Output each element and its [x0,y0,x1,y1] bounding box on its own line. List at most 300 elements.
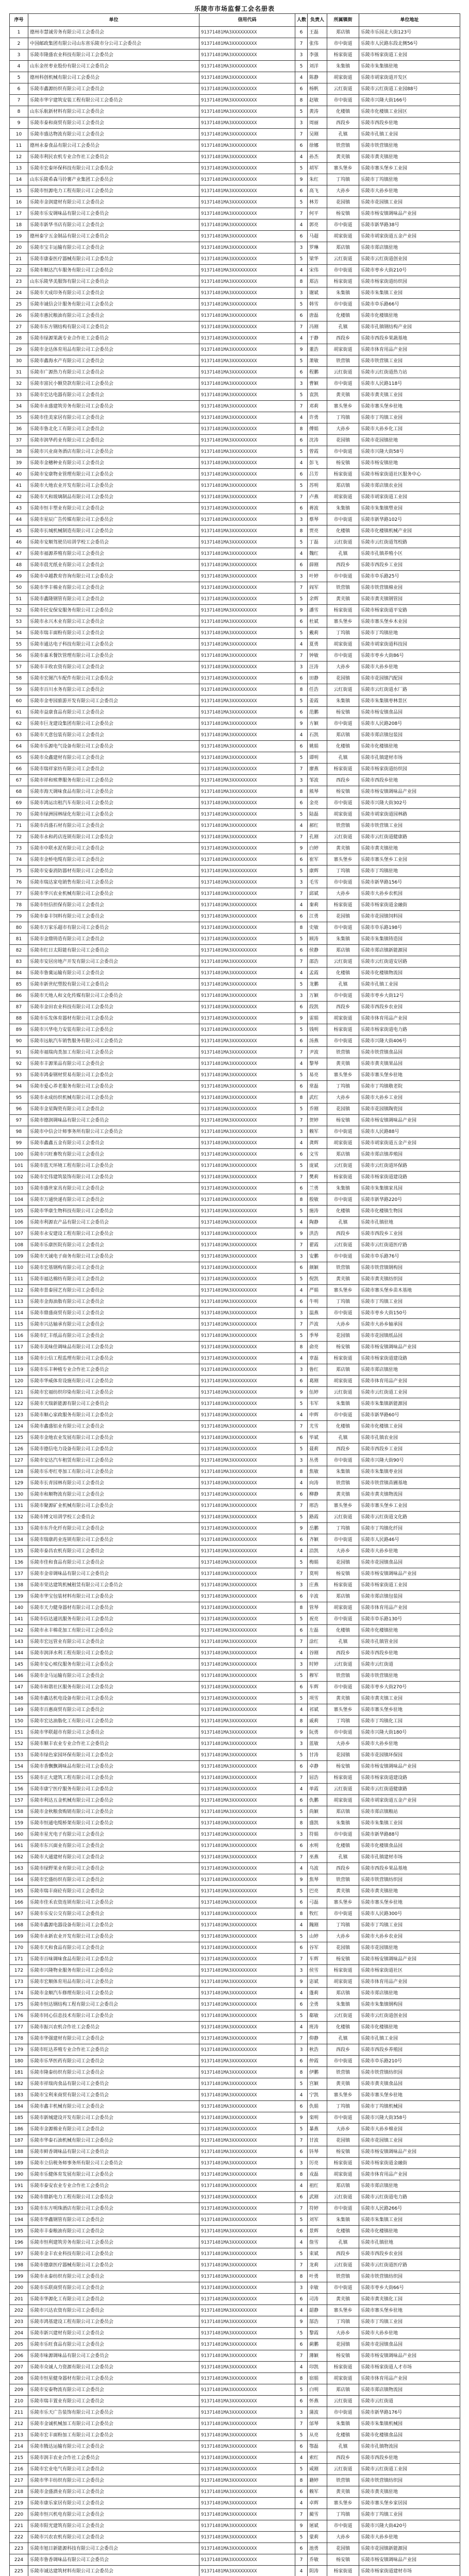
row-address: 乐陵市兴隆大街180号 [359,1727,460,1738]
row-town: 云红街道 [327,1512,359,1523]
row-leader: 阮勇 [308,1727,327,1738]
table-row [10,129,460,140]
row-credit-code: 91371481MA3XXXXXXXXX [199,990,295,1002]
row-address: 乐陵市新华路176号 [359,2407,460,2418]
row-count: 5 [295,2078,308,2090]
row-leader: 卓静 [308,1761,327,1772]
row-leader: 邢浩 [308,1500,327,1512]
row-unit-name: 乐陵市鑫鑫五金有限公司工会委员会 [28,1138,199,1149]
row-unit-name: 乐陵市长城机械制造有限公司工会委员会 [28,526,199,537]
row-unit-name: 乐陵市爱心养老服务有限公司工会委员会 [28,1081,199,1092]
row-town: 市中街道 [327,265,359,276]
table-row [10,1364,460,1376]
row-seq: 203 [10,2316,28,2328]
row-count: 3 [295,1455,308,1466]
row-count: 5 [295,1070,308,1081]
row-leader: 秋浩 [308,2044,327,2056]
table-row [10,321,460,333]
row-count: 4 [295,1058,308,1070]
row-town: 铁营镇 [327,355,359,367]
row-address: 乐陵市西段乡驻地 [359,1648,460,1659]
table-row [10,457,460,469]
row-unit-name: 德州市慧诚劳务有限公司工会委员会 [28,27,199,38]
row-town: 西段乡 [327,1863,359,1874]
table-row [10,1988,460,1999]
table-row [10,1557,460,1568]
row-count: 5 [295,1024,308,1036]
row-count: 6 [295,2192,308,2203]
row-address: 乐陵市孔镇驻地 [359,1217,460,1228]
row-town: 寨头堡乡 [327,2090,359,2101]
table-row [10,1840,460,1852]
table-row [10,1897,460,1908]
table-row [10,1285,460,1296]
table-row [10,276,460,287]
table-row [10,140,460,151]
row-count: 3 [295,287,308,299]
row-seq: 84 [10,968,28,979]
row-seq: 56 [10,650,28,662]
row-unit-name: 乐陵市天瑞新能源有限公司工会委员会 [28,1398,199,1410]
row-count: 7 [295,888,308,900]
row-unit-name: 乐陵市华联超市有限公司工会委员会 [28,1727,199,1738]
row-town: 胡家街道 [327,231,359,242]
row-address: 乐陵市化楼镇驻地 [359,310,460,321]
row-credit-code: 91371481MA3XXXXXXXXX [199,514,295,526]
row-town: 杨家街道 [327,1172,359,1183]
table-row [10,435,460,446]
row-address: 乐陵市朱集镇工业园 [359,1818,460,1829]
row-seq: 196 [10,2237,28,2248]
row-leader: 蒲波 [308,2407,327,2418]
row-address: 乐陵市云红街道工业园 [359,1387,460,1398]
row-seq: 156 [10,1784,28,1795]
row-credit-code: 91371481MA3XXXXXXXXX [199,1262,295,1274]
table-row [10,798,460,809]
row-count: 3 [295,571,308,582]
table-row [10,2520,460,2532]
table-row [10,2350,460,2362]
row-seq: 17 [10,208,28,219]
row-town: 云红街道 [327,1387,359,1398]
row-unit-name: 乐陵市乐源电气设备有限公司工会委员会 [28,741,199,752]
row-leader: 丛勇 [308,1455,327,1466]
row-seq: 100 [10,1149,28,1160]
row-unit-name: 乐陵市天意包装有限公司工会委员会 [28,730,199,741]
row-address: 乐陵市丁坞镇工业园 [359,2316,460,2328]
row-count: 9 [295,605,308,616]
row-unit-name: 乐陵市祥瑞肉食品有限公司工会委员会 [28,2078,199,2090]
row-unit-name: 乐陵市丰泰粮油有限公司工会委员会 [28,2226,199,2237]
row-count: 5 [295,106,308,117]
row-leader: 詹雪 [308,2237,327,2248]
row-leader: 张伟 [308,38,327,49]
row-seq: 197 [10,2248,28,2260]
row-credit-code: 91371481MA3XXXXXXXXX [199,2316,295,2328]
row-leader: 倪凯 [308,1274,327,1285]
row-unit-name: 乐陵市东方钢结构有限公司工会委员会 [28,321,199,333]
table-row [10,1829,460,1840]
row-unit-name: 乐陵市安泰物流有限公司工会委员会 [28,2384,199,2396]
table-row [10,1965,460,1976]
row-address: 乐陵市西段乡驻地 [359,775,460,786]
row-seq: 78 [10,900,28,911]
row-count: 4 [295,265,308,276]
row-count: 5 [295,2532,308,2543]
row-credit-code: 91371481MA3XXXXXXXXX [199,2124,295,2135]
table-row [10,1296,460,1308]
table-row [10,310,460,321]
row-leader: 宿娟 [308,2373,327,2384]
row-count: 7 [295,401,308,412]
row-leader: 宫颖 [308,2078,327,2090]
row-seq: 158 [10,1806,28,1818]
row-seq: 200 [10,2282,28,2294]
row-count: 5 [295,2010,308,2022]
header-leader: 负责人 [308,14,327,27]
row-seq: 125 [10,1432,28,1444]
row-leader: 曹颖 [308,378,327,389]
row-address: 乐陵市阜乐路66号 [359,299,460,310]
row-seq: 89 [10,1024,28,1036]
table-row [10,163,460,174]
table-row [10,2282,460,2294]
row-leader: 姚娟 [308,741,327,752]
table-row [10,1750,460,1761]
row-town: 西段乡 [327,775,359,786]
row-credit-code: 91371481MA3XXXXXXXXX [199,1364,295,1376]
row-credit-code: 91371481MA3XXXXXXXXX [199,718,295,730]
row-leader: 幸敏 [308,2282,327,2294]
row-count: 9 [295,1387,308,1398]
row-unit-name: 乐陵市华丰纺织有限公司工会委员会 [28,2475,199,2486]
row-address: 乐陵市枣乡大街210号 [359,265,460,276]
row-town: 市中街道 [327,798,359,809]
table-row [10,2112,460,2124]
row-seq: 111 [10,1274,28,1285]
row-unit-name: 乐陵市恒源电力工程有限公司工会委员会 [28,185,199,197]
row-count: 8 [295,2373,308,2384]
row-town: 市中街道 [327,1727,359,1738]
row-count: 3 [295,877,308,888]
row-town: 市中街道 [327,38,359,49]
table-row [10,2078,460,2090]
row-count: 6 [295,140,308,151]
row-unit-name: 乐陵市盛世家具有限公司工会委员会 [28,1183,199,1194]
row-address: 乐陵市花园镇工业园 [359,2135,460,2146]
row-town: 市中街道 [327,718,359,730]
row-town: 郑店镇 [327,1364,359,1376]
row-address: 乐陵市大孙乡工业园 [359,1092,460,1104]
row-count: 8 [295,786,308,798]
row-leader: 邰琴 [308,2418,327,2430]
table-row [10,911,460,922]
row-leader: 郝红 [308,820,327,832]
row-credit-code: 91371481MA3XXXXXXXXX [199,1172,295,1183]
row-town: 市中街道 [327,2407,359,2418]
row-count: 3 [295,1580,308,1591]
row-credit-code: 91371481MA3XXXXXXXXX [199,900,295,911]
row-count: 7 [295,321,308,333]
row-count: 6 [295,1625,308,1636]
table-row [10,1262,460,1274]
row-credit-code: 91371481MA3XXXXXXXXX [199,2033,295,2044]
row-town: 市中街道 [327,1194,359,1206]
header-count: 人数 [295,14,308,27]
row-count: 5 [295,1104,308,1115]
row-credit-code: 91371481MA3XXXXXXXXX [199,2067,295,2078]
row-seq: 94 [10,1081,28,1092]
row-leader: 焦琴 [308,1874,327,1886]
row-address: 乐陵市杨家街道建设路 [359,1353,460,1364]
row-credit-code: 91371481MA3XXXXXXXXX [199,2418,295,2430]
row-unit-name: 乐陵市巨龙建设集团有限公司工会委员会 [28,718,199,730]
row-town: 化楼镇 [327,2430,359,2441]
row-credit-code: 91371481MA3XXXXXXXXX [199,1024,295,1036]
row-unit-name: 乐陵市顺心家政服务有限公司工会委员会 [28,1410,199,1421]
row-seq: 24 [10,287,28,299]
row-town: 市中街道 [327,1534,359,1546]
row-address: 乐陵市西段乡果品基地 [359,1863,460,1874]
row-town: 胡家街道 [327,1138,359,1149]
row-address: 乐陵市寨头堡乡驻地 [359,2090,460,2101]
row-leader: 唐磊 [308,310,327,321]
row-unit-name: 乐陵市众诚人力资源有限公司工会委员会 [28,2362,199,2373]
row-town: 朱集镇 [327,2418,359,2430]
row-count: 6 [295,2339,308,2350]
table-row [10,1568,460,1580]
table-row [10,265,460,276]
row-count: 5 [295,1274,308,1285]
table-row [10,2407,460,2418]
row-unit-name: 乐陵市东升化纤有限公司工会委员会 [28,1523,199,1534]
row-count: 5 [295,1614,308,1625]
row-credit-code: 91371481MA3XXXXXXXXX [199,446,295,457]
table-row [10,548,460,560]
row-seq: 123 [10,1410,28,1421]
row-town: 西段乡 [327,2248,359,2260]
row-address: 乐陵市胡家街道五金产业园 [359,231,460,242]
row-seq: 98 [10,1126,28,1138]
row-address: 乐陵市铁营镇纺织园 [359,2475,460,2486]
row-seq: 189 [10,2158,28,2169]
row-credit-code: 91371481MA3XXXXXXXXX [199,1013,295,1024]
row-address: 乐陵市杨家街道金融街 [359,900,460,911]
table-row [10,1104,460,1115]
row-town: 杨安镇 [327,786,359,798]
row-leader: 于静 [308,333,327,344]
row-town: 化楼镇 [327,310,359,321]
table-row [10,1081,460,1092]
table-row [10,401,460,412]
row-count: 9 [295,1976,308,1988]
row-credit-code: 91371481MA3XXXXXXXXX [199,911,295,922]
table-row [10,1682,460,1693]
row-unit-name: 乐陵市鲜香调味品有限公司工会委员会 [28,2146,199,2158]
row-seq: 143 [10,1636,28,1648]
row-leader: 钭琴 [308,2146,327,2158]
row-town: 胡家街道 [327,2373,359,2384]
row-leader: 伊鹏 [308,2067,327,2078]
row-seq: 104 [10,1194,28,1206]
row-leader: 时婷 [308,1659,327,1670]
row-leader: 谭明 [308,752,327,764]
row-town: 郑店镇 [327,1149,359,1160]
row-count: 7 [295,492,308,503]
row-leader: 全勇 [308,1999,327,2010]
row-leader: 仰静 [308,2033,327,2044]
row-credit-code: 91371481MA3XXXXXXXXX [199,1115,295,1126]
row-count: 4 [295,900,308,911]
row-count: 6 [295,2486,308,2498]
table-row [10,1387,460,1398]
row-seq: 184 [10,2101,28,2112]
row-unit-name: 乐陵市立信税务师事务所有限公司工会委员会 [28,2158,199,2169]
row-unit-name: 山东乐航新材料有限公司工会委员会 [28,106,199,117]
row-unit-name: 乐陵市泰丰饲料有限公司工会委员会 [28,911,199,922]
row-leader: 束斌 [308,2248,327,2260]
row-address: 乐陵市铁营镇驻地 [359,140,460,151]
row-credit-code: 91371481MA3XXXXXXXXX [199,1104,295,1115]
row-count: 6 [295,435,308,446]
table-row [10,174,460,185]
row-count: 6 [295,1183,308,1194]
row-leader: 韩雪 [308,299,327,310]
row-count: 6 [295,707,308,718]
row-leader: 龙鹏 [308,979,327,990]
row-unit-name: 乐陵市兴达轴承有限公司工会委员会 [28,1319,199,1330]
row-unit-name: 乐陵市鼎盛商贸有限公司工会委员会 [28,1308,199,1319]
row-town: 西段乡 [327,1648,359,1659]
row-unit-name: 乐陵市乐健体育发展有限公司工会委员会 [28,2169,199,2180]
row-count: 4 [295,730,308,741]
row-town: 郑店镇 [327,2180,359,2192]
row-town: 花园镇 [327,1750,359,1761]
table-row [10,2101,460,2112]
row-seq: 55 [10,639,28,650]
table-row [10,299,460,310]
row-leader: 甘涛 [308,1750,327,1761]
row-unit-name: 乐陵市宏图汽车配件有限公司工会委员会 [28,673,199,684]
table-row [10,968,460,979]
row-leader: 顾涛 [308,934,327,945]
row-credit-code: 91371481MA3XXXXXXXXX [199,1546,295,1557]
row-town: 市中街道 [327,2282,359,2294]
row-town: 丁坞镇 [327,2316,359,2328]
row-seq: 221 [10,2520,28,2532]
row-unit-name: 乐陵市绿洲园林绿化有限公司工会委员会 [28,809,199,820]
row-credit-code: 91371481MA3XXXXXXXXX [199,457,295,469]
row-leader: 甘波 [308,2135,327,2146]
table-row [10,151,460,163]
row-town: 化楼镇 [327,2226,359,2237]
row-address: 乐陵市西段乡果蔬基地 [359,333,460,344]
table-row [10,718,460,730]
row-town: 大孙乡 [327,423,359,435]
row-credit-code: 91371481MA3XXXXXXXXX [199,707,295,718]
row-leader: 咸刚 [308,2464,327,2475]
row-seq: 91 [10,1047,28,1058]
row-count: 7 [295,1172,308,1183]
row-credit-code: 91371481MA3XXXXXXXXX [199,2520,295,2532]
row-count: 6 [295,1081,308,1092]
row-town: 胡家街道 [327,72,359,83]
row-count: 5 [295,934,308,945]
row-seq: 154 [10,1761,28,1772]
row-count: 5 [295,2124,308,2135]
row-unit-name: 乐陵市同心信息技术有限公司工会委员会 [28,2010,199,2022]
row-town: 花园镇 [327,2339,359,2350]
row-address: 乐陵市兴隆大街302号 [359,798,460,809]
table-row [10,1058,460,1070]
row-count: 8 [295,1342,308,1353]
row-seq: 208 [10,2373,28,2384]
row-credit-code: 91371481MA3XXXXXXXXX [199,333,295,344]
row-seq: 51 [10,594,28,605]
row-unit-name: 乐陵市润丰农业合作社工会委员会 [28,2452,199,2464]
table-row [10,1092,460,1104]
row-credit-code: 91371481MA3XXXXXXXXX [199,684,295,696]
row-leader: 索红 [308,2452,327,2464]
row-leader: 乌波 [308,1863,327,1874]
row-count: 7 [295,2135,308,2146]
row-seq: 19 [10,231,28,242]
row-address: 乐陵市胡家街道开发区 [359,72,460,83]
table-row [10,1818,460,1829]
row-credit-code: 91371481MA3XXXXXXXXX [199,1965,295,1976]
row-town: 杨家街道 [327,900,359,911]
row-seq: 83 [10,956,28,968]
row-seq: 16 [10,197,28,208]
row-town: 寨头堡乡 [327,401,359,412]
row-credit-code: 91371481MA3XXXXXXXXX [199,1138,295,1149]
row-town: 铁营镇 [327,1478,359,1489]
row-count: 9 [295,1228,308,1240]
row-address: 乐陵市杨安镇调味品产业园 [359,1115,460,1126]
row-leader: 冯刚 [308,321,327,333]
row-address: 乐陵市云红街道 [359,1659,460,1670]
row-town: 铁营镇 [327,820,359,832]
row-address: 乐陵市铁营镇纺织园 [359,1874,460,1886]
row-leader: 孔刚 [308,832,327,843]
row-town: 西段乡 [327,333,359,344]
row-unit-name: 乐陵市百川水务有限公司工会委员会 [28,684,199,696]
row-town: 孔镇 [327,1432,359,1444]
row-count: 6 [295,469,308,480]
row-count: 6 [295,367,308,378]
row-count: 6 [295,673,308,684]
row-credit-code: 91371481MA3XXXXXXXXX [199,253,295,265]
row-credit-code: 91371481MA3XXXXXXXXX [199,854,295,866]
row-count: 5 [295,2430,308,2441]
row-credit-code: 91371481MA3XXXXXXXXX [199,1240,295,1251]
row-town: 郑店镇 [327,2384,359,2396]
row-town: 丁坞镇 [327,1081,359,1092]
row-leader: 胡军 [308,163,327,174]
table-row [10,1727,460,1738]
row-town: 大孙乡 [327,2532,359,2543]
row-address: 乐陵市大孙乡农业园 [359,1931,460,1942]
row-leader: 翟霞 [308,1240,327,1251]
row-count: 4 [295,1988,308,1999]
row-address: 乐陵市杨家街道工业园 [359,49,460,61]
row-leader: 杜斌 [308,616,327,628]
row-unit-name: 乐陵市瑞达家电销售有限公司工会委员会 [28,877,199,888]
row-credit-code: 91371481MA3XXXXXXXXX [199,310,295,321]
table-row [10,2475,460,2486]
row-leader: 钱明 [308,1024,327,1036]
table-row [10,571,460,582]
